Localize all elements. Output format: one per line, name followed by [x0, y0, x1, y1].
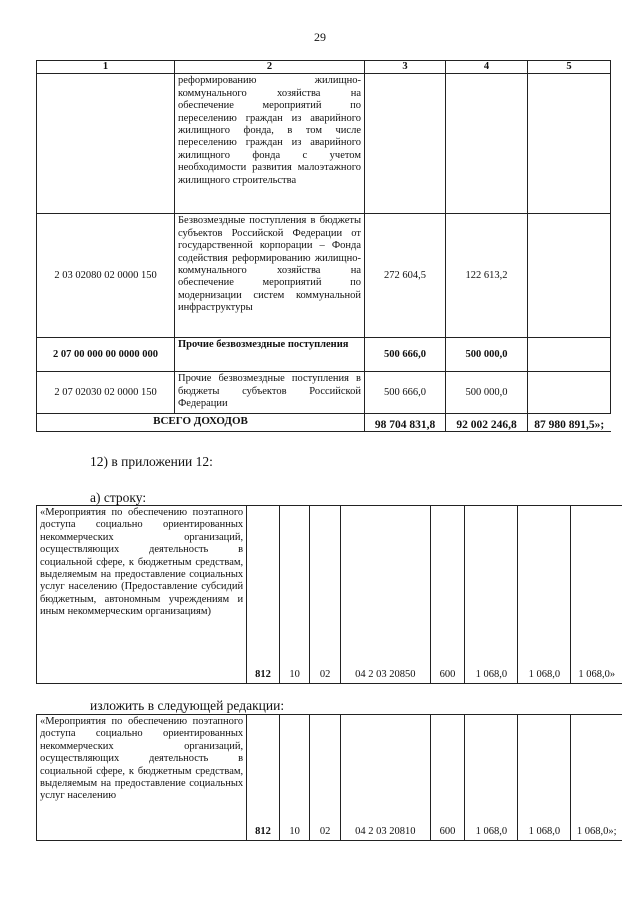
table-row: [37, 506, 623, 684]
table-row: [37, 74, 611, 214]
cell-amount-3: 1 068,0»;: [571, 715, 622, 841]
row-code: 2 07 02030 02 0000 150: [37, 372, 175, 414]
cell-ministry-code: 812: [247, 715, 280, 841]
header-col-1: 1: [37, 61, 175, 74]
cell-expense-type: 600: [430, 506, 465, 684]
cell-amount-2: 1 068,0: [518, 715, 571, 841]
row-value-4: [446, 74, 528, 214]
cell-amount-1: 1 068,0: [465, 506, 518, 684]
row-value-3: [365, 74, 446, 214]
header-col-4: 4: [446, 61, 528, 74]
total-label: ВСЕГО ДОХОДОВ: [37, 414, 365, 432]
cell-amount-3: 1 068,0»: [571, 506, 622, 684]
paragraph-12: 12) в приложении 12:: [90, 454, 213, 469]
row-description: «Мероприятия по обеспечению поэтапного доступа социально ориентированных некоммерческих организаций, осуществляющих деятельность в социальной сфере, к бюджетным средствам, выделяемым на предоставление социальных услуг населению (Предоставление субсидий бюджетным, автономным учреждениям и иным некоммерческим организациям): [37, 506, 247, 684]
table-row: [37, 214, 611, 338]
row-value-3: 500 666,0: [365, 338, 446, 372]
header-col-5: 5: [528, 61, 611, 74]
row-value-5: [528, 338, 611, 372]
row-name: Безвозмездные поступления в бюджеты субъектов Российской Федерации от государственной корпорации – Фонда содействия реформированию жилищно-коммунального хозяйства на обеспечение мероприятий по модернизации систем коммунальной инфраструктуры: [175, 214, 365, 338]
table-row: [37, 372, 611, 414]
income-table: [36, 60, 611, 432]
appendix-table-old-row: [36, 505, 622, 684]
income-table-header: [37, 61, 611, 74]
row-value-3: 272 604,5: [365, 214, 446, 338]
total-value-5: 87 980 891,5»;: [528, 414, 611, 432]
row-code: 2 03 02080 02 0000 150: [37, 214, 175, 338]
row-name: Прочие безвозмездные поступления: [175, 338, 365, 372]
cell-target-article: 04 2 03 20810: [340, 715, 430, 841]
paragraph-a: а) строку:: [90, 490, 147, 505]
row-description: «Мероприятия по обеспечению поэтапного доступа социально ориентированных некоммерческих организаций, осуществляющих деятельность в социальной сфере, к бюджетным средствам, выделяемым на предоставление социальных услуг населению: [37, 715, 247, 841]
row-value-4: 122 613,2: [446, 214, 528, 338]
cell-ministry-code: 812: [247, 506, 280, 684]
row-value-5: [528, 372, 611, 414]
row-name: реформированию жилищно-коммунального хозяйства на обеспечение мероприятий по переселению граждан из аварийного жилищного фонда, в том числе переселению граждан из аварийного жилищного фонда с учетом необходимости развития малоэтажного жилищного строительства: [175, 74, 365, 214]
row-name: Прочие безвозмездные поступления в бюджеты субъектов Российской Федерации: [175, 372, 365, 414]
row-value-3: 500 666,0: [365, 372, 446, 414]
header-col-2: 2: [175, 61, 365, 74]
page-number: 29: [314, 30, 326, 44]
cell-subsection: 02: [310, 715, 341, 841]
paragraph-new-edition: изложить в следующей редакции:: [90, 698, 285, 713]
cell-subsection: 02: [310, 506, 341, 684]
header-col-3: 3: [365, 61, 446, 74]
total-value-4: 92 002 246,8: [446, 414, 528, 432]
appendix-table-new-row: [36, 714, 622, 841]
row-value-4: 500 000,0: [446, 338, 528, 372]
cell-amount-2: 1 068,0: [518, 506, 571, 684]
cell-section: 10: [279, 715, 310, 841]
cell-amount-1: 1 068,0: [465, 715, 518, 841]
row-code: [37, 74, 175, 214]
table-row: [37, 715, 623, 841]
row-value-4: 500 000,0: [446, 372, 528, 414]
row-value-5: [528, 74, 611, 214]
cell-target-article: 04 2 03 20850: [340, 506, 430, 684]
total-value-3: 98 704 831,8: [365, 414, 446, 432]
table-row: [37, 338, 611, 372]
cell-section: 10: [279, 506, 310, 684]
row-code: 2 07 00 000 00 0000 000: [37, 338, 175, 372]
cell-expense-type: 600: [430, 715, 465, 841]
row-value-5: [528, 214, 611, 338]
total-row: [37, 414, 611, 432]
